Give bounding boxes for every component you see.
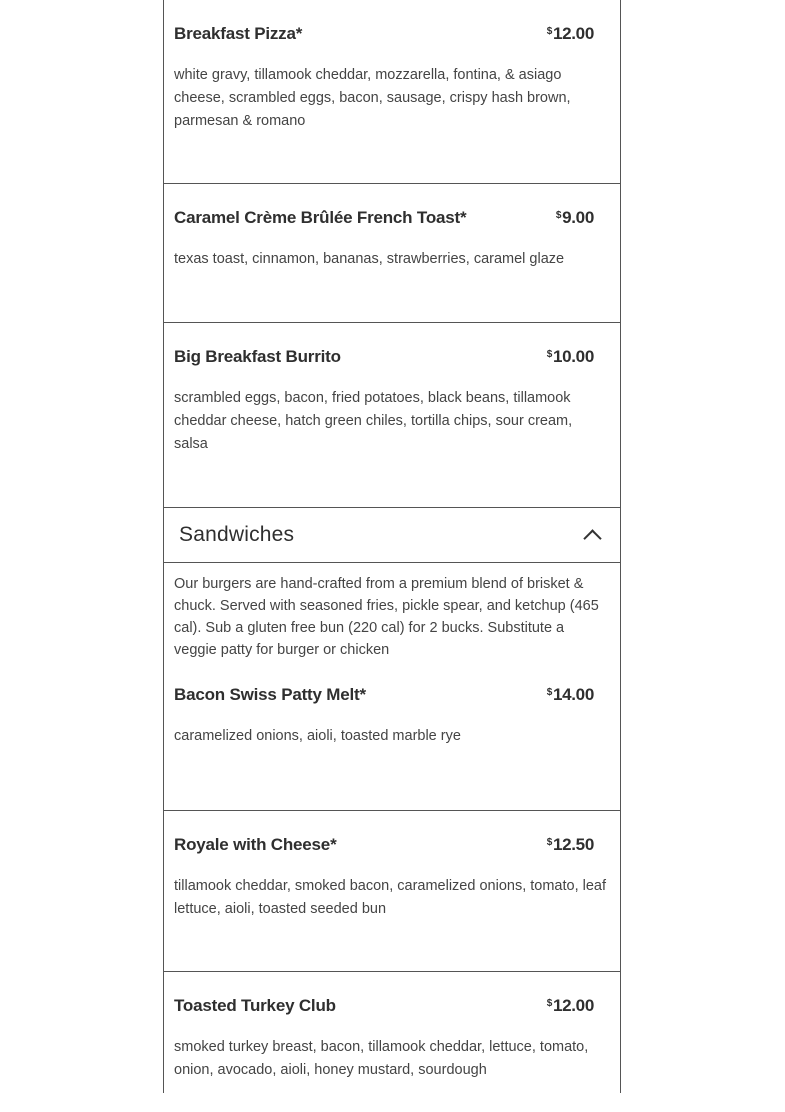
currency-symbol: $	[546, 837, 552, 848]
menu-item-name: Bacon Swiss Patty Melt*	[174, 685, 366, 704]
price-value: 10.00	[552, 347, 594, 366]
menu-item-breakfast-pizza	[164, 0, 620, 184]
menu-item-header	[174, 685, 610, 705]
menu-item-description: texas toast, cinnamon, bananas, strawberries, caramel glaze	[174, 251, 565, 267]
menu-item-description: tillamook cheddar, smoked bacon, caramelized onions, tomato, leaf lettuce, aioli, toasted seeded bun	[174, 878, 607, 917]
menu-item-description: caramelized onions, aioli, toasted marble rye	[174, 728, 461, 744]
price-value: 14.00	[552, 685, 594, 704]
menu-item-price	[547, 24, 594, 44]
menu-item-header	[174, 24, 610, 44]
menu-item-price	[547, 835, 594, 855]
menu-item-royale-with-cheese	[164, 811, 620, 972]
menu-item-price	[547, 996, 594, 1016]
section-title: Sandwiches	[179, 523, 295, 546]
menu-item-description: scrambled eggs, bacon, fried potatoes, black beans, tillamook cheddar cheese, hatch green chiles, tortilla chips, sour cream, salsa	[174, 390, 573, 452]
menu-item-header	[174, 835, 610, 855]
section-intro: Our burgers are hand-crafted from a premium blend of brisket & chuck. Served with seasoned fries, pickle spear, and ketchup (465 cal). Sub a gluten free bun (220 cal) for 2 bucks. Substitute a veggie patty for burger or chicken	[174, 576, 599, 658]
menu-item-description: white gravy, tillamook cheddar, mozzarella, fontina, & asiago cheese, scrambled eggs, bacon, sausage, crispy hash brown, parmesan & romano	[174, 67, 571, 129]
menu-item-french-toast	[164, 184, 620, 323]
menu-item-description: smoked turkey breast, bacon, tillamook cheddar, lettuce, tomato, onion, avocado, aioli, honey mustard, sourdough	[174, 1039, 589, 1078]
menu-item-price	[547, 347, 594, 367]
menu-item-patty-melt	[164, 661, 620, 811]
price-value: 12.50	[552, 835, 594, 854]
section-header-sandwiches[interactable]	[164, 507, 620, 563]
menu-item-name: Royale with Cheese*	[174, 835, 337, 854]
currency-symbol: $	[546, 687, 552, 698]
menu-item-name: Toasted Turkey Club	[174, 996, 336, 1015]
price-value: 12.00	[552, 996, 594, 1015]
menu-item-price	[547, 685, 594, 705]
menu-column	[163, 0, 621, 1093]
price-value: 9.00	[562, 208, 594, 227]
currency-symbol: $	[546, 26, 552, 37]
menu-item-price	[556, 208, 594, 228]
currency-symbol: $	[546, 998, 552, 1009]
menu-item-header	[174, 996, 610, 1016]
chevron-up-icon[interactable]	[583, 529, 601, 547]
menu-item-breakfast-burrito	[164, 323, 620, 507]
menu-item-name: Breakfast Pizza*	[174, 24, 303, 43]
currency-symbol: $	[555, 210, 562, 221]
menu-item-name: Caramel Crème Brûlée French Toast*	[174, 208, 467, 227]
menu-item-turkey-club	[164, 972, 620, 1112]
menu-item-header	[174, 208, 610, 228]
menu-item-header	[174, 347, 610, 367]
currency-symbol: $	[546, 349, 552, 360]
menu-item-name: Big Breakfast Burrito	[174, 347, 341, 366]
price-value: 12.00	[552, 24, 594, 43]
